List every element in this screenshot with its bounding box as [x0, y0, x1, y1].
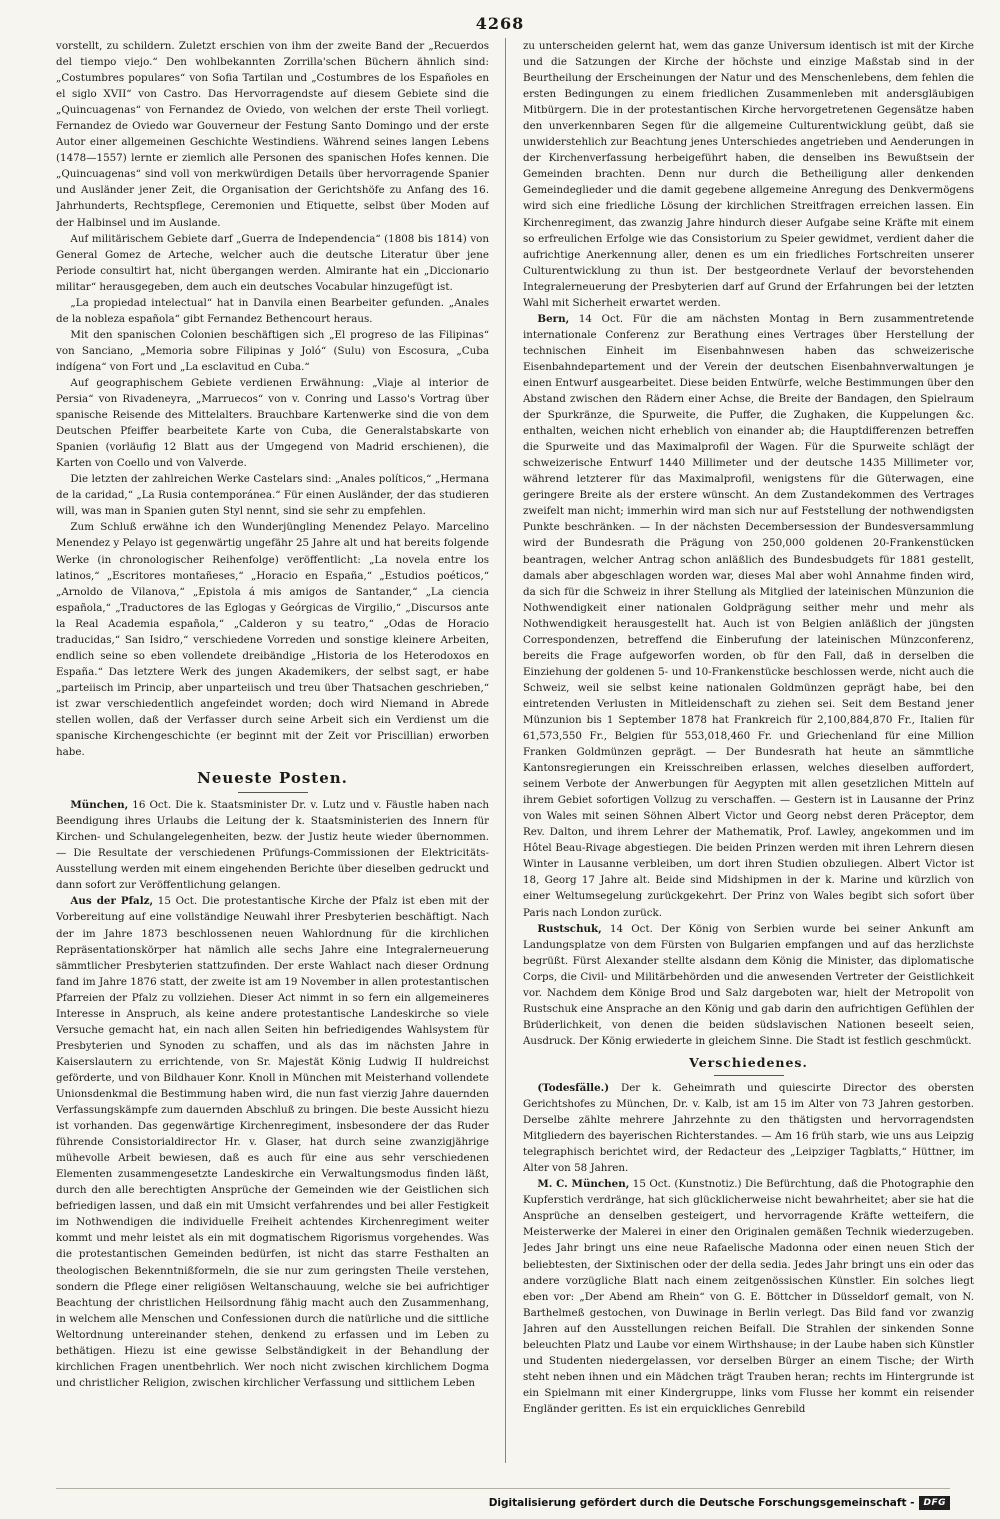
section-heading-verschiedenes: Verschiedenes. [689, 1054, 808, 1070]
news-item-todesfaelle [523, 1080, 974, 1176]
article-paragraph: Zum Schluß erwähne ich den Wunderjüngling Menendez Pelayo. Marcelino Menendez y Pelayo ist gegenwärtig ungefähr 25 Jahre alt und hat bereits folgende Werke (in chronologischer Reihenfolge) veröffentlicht: „La novela entre los latinos,“ „Escritores montañeses,“ „Horacio en España,“ „Estudios poéticos,“ „Arnoldo de Vilanova,“ „Epistola á mis amigos de Santander,“ „La ciencia española,“ „Traductores de las Eglogas y Geórgicas de Virgilio,“ „Discursos ante la Real Academia española,“ „Calderon y su teatro,“ „Odas de Horacio traducidas,“ San Isidro,“ verschiedene Vorreden und sonstige kleinere Arbeiten, endlich seine so eben vollendete dreibändige „Historia de los Heterodoxos en España.“ Das letztere Werk des jungen Akademikers, der selbst sagt, er habe „parteiisch im Princip, aber unparteiisch und treu über Thatsachen geschrieben,“ ist zwar verschiedentlich angefeindet worden; doch wird Niemand in Abrede stellen wollen, daß der Verfasser durch seine Arbeit sich ein Verdienst um die spanische Kirchengeschichte (er beginnt mit der Zeit vor Priscillian) erworben habe. [56, 521, 489, 759]
section-heading-neueste-posten: Neueste Posten. [197, 769, 348, 788]
article-paragraph: Auf militärischem Gebiete darf „Guerra de Independencia“ (1808 bis 1814) von General Gomez de Arteche, welcher auch die deutsche Literatur über jene Periode consultirt hat, nicht übergangen werden. Almirante hat ein „Diccionario militar“ herausgegeben, dem auch ein deutsches Vocabular hinzugefügt ist. [56, 232, 489, 293]
article-paragraph: Mit den spanischen Colonien beschäftigen sich „El progreso de las Filipinas“ von Sanciano, „Memoria sobre Filipinas y Joló“ (Sulu) von Escosura, „Cuba indígena“ von Fort und „La esclavitud en Cuba.“ [56, 328, 489, 373]
news-item-bern [523, 311, 974, 921]
heading-rule [238, 792, 308, 793]
dateline: M. C. München, [537, 1178, 630, 1191]
footer-credit [489, 1496, 950, 1510]
column-divider [505, 38, 506, 1463]
news-text: 16 Oct. Die k. Staatsminister Dr. v. Lutz und v. Fäustle haben nach Beendigung ihres Urlaubs die Leitung der k. Staatsministerien des Innern für Kirchen- und Schulangelegenheiten, bezw. der Justiz heute wieder übernommen. — Die Resultate der verschiedenen Prüfungs-Commissionen der Elektricitäts-Ausstellung werden mit einem eingehenden Berichte über dieselben gedruckt und dann sofort zur Veröffentlichung gelangen. [56, 799, 489, 892]
news-text: 14 Oct. Für die am nächsten Montag in Bern zusammentretende internationale Conferenz zur Berathung eines Vertrages über Herstellung der technischen Einheit im Eisenbahnwesen haben das schweizerische Eisenbahndepartement und der Verein der deutschen Eisenbahnverwaltungen je einen Entwurf ausgearbeitet. Diese beiden Entwürfe, welche Bestimmungen über den Abstand zwischen den Rädern einer Achse, die Breite der Bandagen, den Spielraum der Spurkränze, die Spurweite, die Puffer, die Zughaken, die Kuppelungen &c. enthalten, weichen nicht erheblich von einander ab; die Hauptdifferenzen betreffen die Spurweite und das Maximalprofil der Wagen. Für die Spurweite schlägt der schweizerische Entwurf 1440 Millimeter und der deutsche 1435 Millimeter vor, während letzterer für das Maximalprofil, wenigstens für die Güterwagen, eine geringere Breite als der erstere wünscht. An dem Zustandekommen des Vertrages zweifelt man nicht; immerhin wird man sich nur auf Feststellung der nothwendigsten Punkte beschränken. — In der nächsten Decembersession der Bundesversammlung wird der Bundesrath die Prägung von 250,000 goldenen 20-Frankenstücken beantragen, welcher Antrag schon anläßlich des Bundesbudgets für 1881 gestellt, damals aber abgeschlagen worden war, dieses Mal aber wohl Annahme finden wird, da sich für die Schweiz in ihrer Stellung als Mitglied der lateinischen Münzunion die Nothwendigkeit einer nationalen Goldprägung seither mehr und mehr als Nothwendigkeit herausgestellt hat. Auch ist von Belgien anläßlich der jüngsten Correspondenzen, betreffend die Einberufung der lateinischen Münzconferenz, bereits die Frage aufgeworfen worden, ob für den Fall, daß in derselben die Einziehung der goldenen 5- und 10-Frankenstücke beschlossen werde, nicht auch die Schweiz, weil sie selbst keine nationalen Goldmünzen geprägt habe, bei den eintretenden Verlusten in Mitleidenschaft zu ziehen sei. Seit dem Bestand jener Münzunion bis 1 September 1878 hat Frankreich für 2,100,884,870 Fr., Italien für 61,573,550 Fr., Belgien für 553,018,460 Fr. und Griechenland für eine Million Franken Goldmünzen geprägt. — Der Bundesrath hat heute an sämmtliche Kantonsregierungen ein Kreisschreiben erlassen, welches dieselben auffordert, seinem Verbote der Anwerbungen für Aegypten mit allen gesetzlichen Mitteln auf ihrem Gebiet sofortigen Vollzug zu verschaffen. — Gestern ist in Lausanne der Prinz von Wales mit seinen Söhnen Albert Victor und Georg nebst deren Präceptor, dem Rev. Dalton, und ihrem Lehrer der Mathematik, Prof. Lawley, angekommen und im Hôtel Beau-Rivage abgestiegen. Die beiden Prinzen werden mit ihren Lehrern diesen Winter in Lausanne verbleiben, um dort ihren Studien obzuliegen. Albert Victor ist 18, Georg 17 Jahre alt. Beide sind Midshipmen in der k. Marine und kürzlich von einer Weltumsegelung zurückgekehrt. Der Prinz von Wales begibt sich sofort über Paris nach London zurück. [523, 312, 974, 919]
footer-divider [56, 1488, 950, 1489]
article-paragraph: Auf geographischem Gebiete verdienen Erwähnung: „Viaje al interior de Persia“ von Rivadeneyra, „Marruecos“ von v. Conring und Lasso's Vortrag über spanische Reisende des Mittelalters. Brauchbare Kartenwerke sind die von dem Deutschen Pfeiffer bearbeitete Karte von Cuba, die Generalstabskarte von Spanien (vorläufig 12 Blatt aus der Umgegend von Madrid erschienen), die Karten von Coello und von Valverde. [56, 376, 489, 470]
news-text: 15 Oct. (Kunstnotiz.) Die Befürchtung, daß die Photographie den Kupferstich verdränge, hat sich glücklicherweise nicht bewahrheitet; aber sie hat die Ansprüche an denselben gesteigert, und hervorragende Kräfte wetteifern, die Meisterwerke der Malerei in einer den Originalen gemäßen Technik wiederzugeben. Jedes Jahr bringt uns eine neue Rafaelische Madonna oder einen neuen Stich der beliebtesten, der Sixtinischen oder der della sedia. Jedes Jahr bringt uns ein oder das andere vorzügliche Blatt nach einem zeitgenössischen Künstler. Ein solches liegt eben vor: „Der Abend am Rhein“ von G. E. Böttcher in Düsseldorf gemalt, von N. Barthelmeß gestochen, von Duwinage in Berlin verlegt. Das Bild fand vor zwanzig Jahren auf den Ausstellungen reichen Beifall. Die Strahlen der sinkenden Sonne beleuchten Platz und Laube vor einem Wirthshause; in der Laube haben sich Künstler und Studenten niedergelassen, vor derselben Bürger an einem Tische; der Wirth steht neben ihnen und ein Mädchen trägt Trauben heran; rechts im Hintergrunde ist ein Spielmann mit einer Kindergruppe, links vom Flusse her kommt ein reisender Engländer geritten. Es ist ein erquickliches Genrebild [523, 1178, 974, 1415]
dfg-logo-icon: DFG [919, 1496, 950, 1510]
news-text: 14 Oct. Der König von Serbien wurde bei seiner Ankunft am Landungsplatze von dem Fürsten von Bulgarien empfangen und auf das herzlichste begrüßt. Fürst Alexander stellte alsdann dem König die Minister, das diplomatische Corps, die Civil- und Militärbehörden und die anwesenden Vertreter der Geistlichkeit vor. Nachdem dem Könige Brod und Salz dargeboten war, hielt der Metropolit von Rustschuk eine Ansprache an den König und gab darin den aufrichtigen Gefühlen der Brüderlichkeit, von denen die beiden südslavischen Nationen beseelt seien, Ausdruck. Der König erwiederte in gleichem Sinne. Die Stadt ist festlich geschmückt. [523, 922, 974, 1047]
right-column [523, 38, 974, 1463]
news-text: 15 Oct. Die protestantische Kirche der Pfalz ist eben mit der Vorbereitung auf eine vollständige Neuwahl ihrer Presbyterien beschäftigt. Nach der im Jahre 1873 beschlossenen neuen Wahlordnung für die kirchlichen Repräsentationskörper hat nämlich alle sechs Jahre eine Integralerneuerung sämmtlicher Presbyterien stattzufinden. Der erste Wahlact nach dieser Ordnung fand im Jahre 1876 statt, der zweite ist am 19 November in allen protestantischen Pfarreien der Pfalz zu vollziehen. Dieser Act nimmt in so fern ein allgemeineres Interesse in Anspruch, als keine andere protestantische Landeskirche so viele Versuche gemacht hat, ein nach allen Seiten hin befriedigendes Wahlsystem für Presbyterien und Synoden zu schaffen, und als das im nächsten Jahre in Kaiserslautern zu errichtende, von Sr. Majestät König Ludwig II huldreichst geförderte, und von Bildhauer Konr. Knoll in München mit Meisterhand vollendete Unionsdenkmal die Bestimmung haben wird, die nun fast vierzig Jahre dauernden Verfassungskämpfe zum dauernden Abschluß zu bringen. Die beste Aussicht hiezu ist vorhanden. Das gegenwärtige Kirchenregiment, insbesondere der das Ruder führende Consistorialdirector Hr. v. Glaser, hat durch seine zwanzigjährige mühevolle Arbeit bewiesen, daß es auch für eine aus sehr verschiedenen Elementen zusammengesetzte Landeskirche ein Verwaltungsmodus finden läßt, durch den alle berechtigten Ansprüche der Gemeinden wie der Geistlichen sich befriedigen lassen, und daß ein mit Umsicht verfahrendes und bei aller Festigkeit im Nothwendigen die individuelle Freiheit achtendes Kirchenregiment weiter kommt und mehr leistet als ein mit dogmatischem Rigorismus vorgehendes. Was die protestantischen Gemeinden bedürfen, ist nicht das starre Festhalten an theologischen Bekenntnißformeln, die sie nur zum geringsten Theile verstehen, sondern die Pflege einer religiösen Weltanschauung, welche sie bei aufrichtiger Beachtung der christlichen Heilsordnung fähig macht auch den Zusammenhang, in welchem alle Menschen und Confessionen durch die natürliche und die sittliche Weltordnung untereinander stehen, denkend zu erfassen und im Leben zu bethätigen. Hiezu ist eine gewisse Selbständigkeit in der Behandlung der kirchlichen Fragen unentbehrlich. Wer noch nicht zwischen kirchlichem Dogma und christlicher Religion, zwischen kirchlicher Verfassung und sittlichem Leben [56, 895, 489, 1389]
article-paragraph: zu unterscheiden gelernt hat, wem das ganze Universum identisch ist mit der Kirche und die Satzungen der Kirche der höchste und einzige Maßstab sind in der Beurtheilung der Erscheinungen der Natur und des Menschenlebens, dem fehlen die ersten Bedingungen zu einem friedlichen Zusammenleben mit andersgläubigen Mitbürgern. Die in der protestantischen Kirche hervorgetretenen Gegensätze haben den unverkennbaren Segen für die allgemeine Culturentwicklung geübt, daß sie unwiderstehlich zur Beachtung jenes Unterschiedes angetrieben und Aenderungen in der Kirchenverfassung herbeigeführt haben, die denselben ins Bewußtsein der Gemeinden brachten. Denn nur durch die Betheiligung aller denkenden Gemeindeglieder und die damit gegebene allgemeine Anregung des Denkvermögens wird sich eine friedliche Lösung der kirchlichen Streitfragen erreichen lassen. Ein Kirchenregiment, das zwanzig Jahre hindurch dieser Aufgabe seine Kräfte mit einem so erfreulichen Erfolge wie das Consistorium zu Speier gewidmet, verdient daher die aufrichtige Anerkennung aller, denen es um ein friedliches Fortschreiten unserer Culturentwicklung zu thun ist. Der bestgeordnete Verlauf der bevorstehenden Integralerneuerung der Presbyterien darf auf Grund der Erfahrungen bei der letzten Wahl mit Sicherheit erwartet werden. [523, 40, 974, 309]
left-column [56, 38, 489, 1463]
dateline: (Todesfälle.) [537, 1082, 610, 1094]
news-item-kunstnotiz [523, 1176, 974, 1417]
news-item-rustschuk [523, 921, 974, 1049]
article-paragraph: vorstellt, zu schildern. Zuletzt erschien von ihm der zweite Band der „Recuerdos del tiempo viejo.“ Den wohlbekannten Zorrilla'schen Büchern ähnlich sind: „Costumbres populares“ von Sofia Tartilan und „Costumbres de los Españoles en el siglo XVII“ von Castro. Das Hervorragendste auf diesem Gebiete sind die „Quincuagenas“ von Fernandez de Oviedo, von welchen der erste Theil vorliegt. Fernandez de Oviedo war Gouverneur der Festung Santo Domingo und der erste Autor einer allgemeinen Geschichte Westindiens. Während seines langen Lebens (1478—1557) lernte er ziemlich alle Personen des spanischen Hofes kennen. Die „Quincuagenas“ sind voll von merkwürdigen Details über hervorragende Spanier und Ausländer jener Zeit, die Organisation der Gerichtshöfe zu Anfang des 16. Jahrhunderts, Rechtspflege, Ceremonien und Etiquette, selbst über Moden auf der Halbinsel und im Auslande. [56, 40, 489, 229]
dateline: Aus der Pfalz, [70, 895, 154, 908]
footer-credit-text: Digitalisierung gefördert durch die Deutsche Forschungsgemeinschaft - [488, 1497, 915, 1509]
news-item-pfalz [56, 893, 489, 1390]
dateline: Rustschuk, [537, 922, 602, 935]
article-paragraph: Die letzten der zahlreichen Werke Castelars sind: „Anales políticos,“ „Hermana de la caridad,“ „La Rusia contemporánea.“ Für einen Ausländer, der das studieren will, was man in Spanien guten Styl nennt, sind sie sehr zu empfehlen. [56, 473, 489, 518]
heading-rule [714, 1075, 784, 1076]
article-paragraph: „La propiedad intelectual“ hat in Danvila einen Bearbeiter gefunden. „Anales de la nobleza española“ gibt Fernandez Bethencourt heraus. [56, 296, 489, 325]
news-item-munchen [56, 797, 489, 893]
dateline: München, [70, 799, 129, 812]
news-text: Der k. Geheimrath und quiescirte Director des obersten Gerichtshofes zu München, Dr. v. Kalb, ist am 15 im Alter von 73 Jahren gestorben. Derselbe zählte mehrere Jahrzehnte zu den thätigsten und hervorragendsten Mitgliedern des bayerischen Richterstandes. — Am 16 früh starb, wie uns aus Leipzig telegraphisch berichtet wird, der Redacteur des „Leipziger Tagblatts,“ Hüttner, im Alter von 58 Jahren. [523, 1082, 974, 1175]
dateline: Bern, [537, 312, 570, 325]
page-number: 4268 [475, 14, 525, 33]
